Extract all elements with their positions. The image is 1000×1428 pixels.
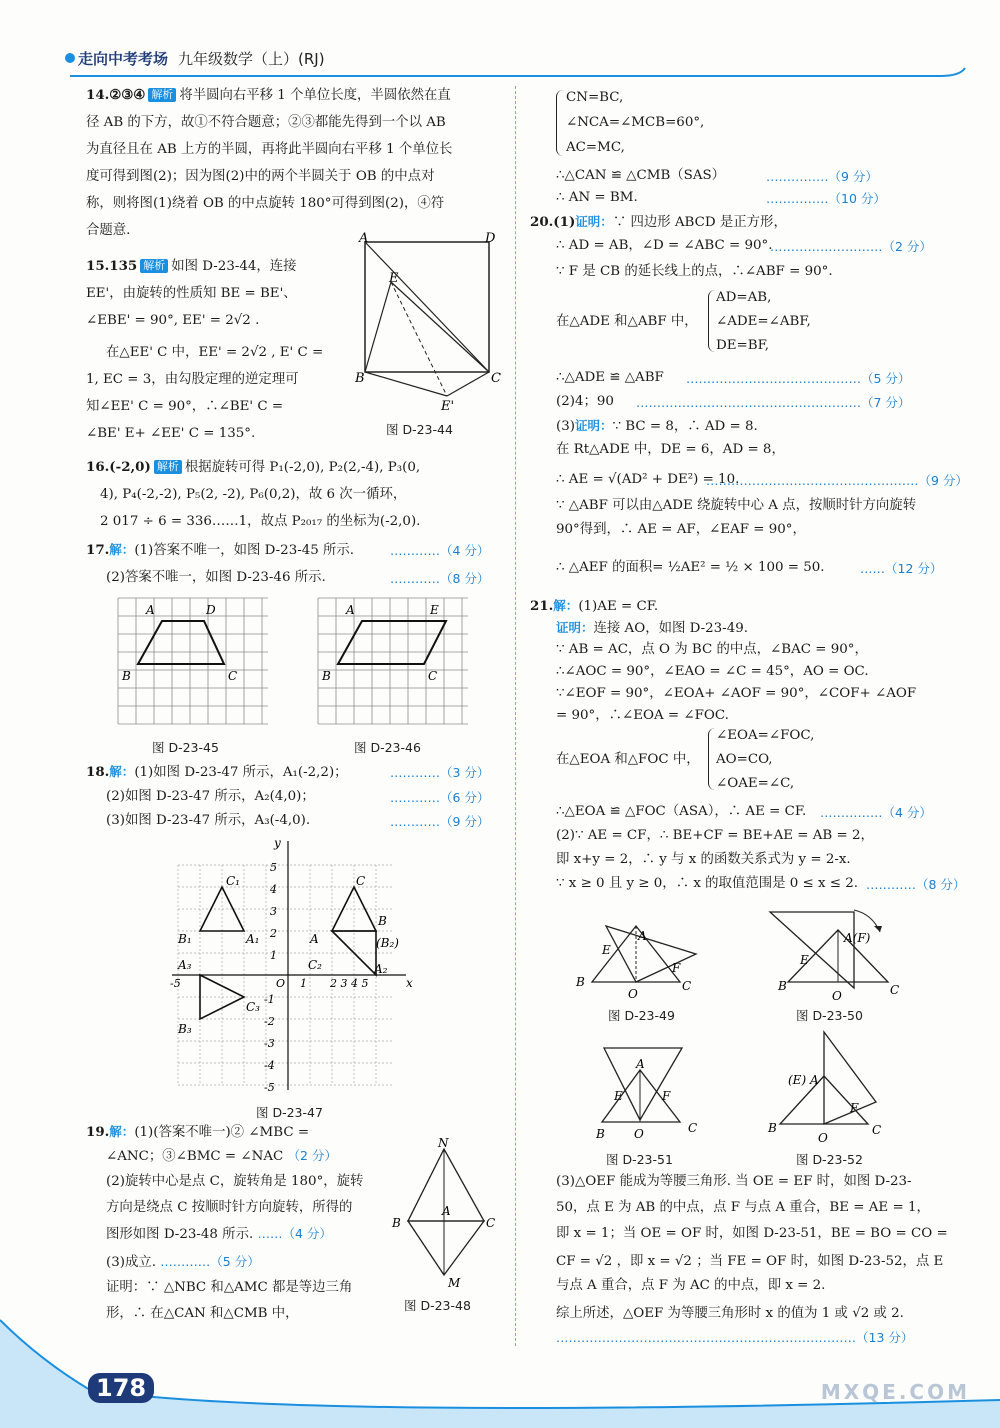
svg-text:2 3 4 5: 2 3 4 5 bbox=[330, 977, 369, 990]
svg-text:C: C bbox=[872, 1123, 882, 1137]
q20-score-9: ……………………………………………（9 分） bbox=[706, 473, 968, 488]
q20-line-3: ∵ F 是 CB 的延长线上的点，∴∠ABF = 90°. bbox=[556, 264, 833, 279]
q20-line-12: ∴ AE = √(AD² + DE²) = 10. bbox=[556, 472, 740, 487]
q17-score-2: …………（8 分） bbox=[390, 571, 490, 586]
svg-text:3: 3 bbox=[270, 905, 277, 918]
svg-text:C: C bbox=[688, 1121, 698, 1135]
q20-line-7: DE=BF, bbox=[716, 338, 770, 353]
q17-line-2: (2)答案不唯一，如图 D-23-46 所示. bbox=[106, 570, 326, 585]
svg-text:C: C bbox=[428, 669, 438, 683]
q21-3-line-2: 50，点 E 为 AB 的中点，点 F 与点 A 重合，BE = AE = 1， bbox=[556, 1200, 930, 1215]
q20-score-2: ………………………（2 分） bbox=[770, 239, 932, 254]
q21-3-line-3: 即 x = 1；当 OE = OF 时，如图 D-23-51，BE = BO = CO = bbox=[556, 1226, 948, 1241]
q18-score-3: …………（9 分） bbox=[390, 814, 490, 829]
q20-line-10: (3)证明：∵ BC = 8，∴ AD = 8. bbox=[556, 418, 758, 434]
svg-text:A(F): A(F) bbox=[844, 931, 871, 945]
q19c-line-2: ∠NCA=∠MCB=60°, bbox=[566, 115, 705, 130]
book-subtitle: 九年级数学（上）(RJ) bbox=[178, 50, 325, 68]
q20-line-14: 90°得到，∴ AE = AF，∠EAF = 90°， bbox=[556, 522, 806, 537]
q17-line-1: 17.解：(1)答案不唯一，如图 D-23-45 所示. bbox=[86, 542, 355, 558]
caption-d-23-51: 图 D-23-51 bbox=[606, 1152, 673, 1167]
svg-text:D: D bbox=[485, 231, 496, 246]
q19-line-5: 图形如图 D-23-48 所示. ……（4 分） bbox=[106, 1226, 332, 1242]
q19c-line-5: ∴ AN = BM. bbox=[556, 190, 638, 205]
q17-score-1: …………（4 分） bbox=[390, 543, 490, 558]
q19-line-8: 形，∴ 在△CAN 和△CMB 中， bbox=[106, 1306, 299, 1321]
q19c-score-9: ……………（9 分） bbox=[766, 169, 878, 184]
caption-d-23-45: 图 D-23-45 bbox=[152, 740, 219, 755]
svg-text:O: O bbox=[818, 1131, 828, 1145]
svg-text:N: N bbox=[438, 1136, 449, 1150]
svg-text:B₃: B₃ bbox=[178, 1022, 192, 1036]
figure-d-23-49 bbox=[574, 904, 714, 1004]
svg-text:-5: -5 bbox=[170, 977, 181, 990]
svg-text:-4: -4 bbox=[264, 1059, 275, 1072]
q18-score-1: …………（3 分） bbox=[390, 765, 490, 780]
q16-line-1: 16.(-2,0) 解析 根据旋转可得 P₁(-2,0), P₂(2,-4), P₃(0, bbox=[86, 459, 421, 475]
svg-text:1: 1 bbox=[300, 977, 307, 990]
svg-text:C: C bbox=[486, 1216, 496, 1230]
caption-d-23-44: 图 D-23-44 bbox=[386, 422, 453, 437]
q19-line-4: 方向是绕点 C 按顺时针方向旋转，所得的 bbox=[106, 1200, 353, 1215]
svg-text:E: E bbox=[389, 271, 399, 286]
svg-text:B: B bbox=[322, 669, 331, 683]
q21-line-3: ∵ AB = AC，点 O 为 BC 的中点，∠BAC = 90°， bbox=[556, 642, 868, 657]
q20-line-5: 在△ADE 和△ABF 中， bbox=[556, 314, 698, 329]
book-title: 走向中考考场 九年级数学（上）(RJ) bbox=[78, 50, 325, 68]
svg-text:B: B bbox=[596, 1127, 605, 1141]
q20-line-1: 20.(1)证明：∵ 四边形 ABCD 是正方形， bbox=[530, 214, 787, 230]
figure-d-23-47 bbox=[170, 835, 430, 1105]
svg-text:E': E' bbox=[441, 399, 455, 414]
svg-text:F: F bbox=[672, 961, 681, 975]
svg-text:C: C bbox=[491, 371, 501, 386]
q21-line-13: 即 x+y = 2，∴ y 与 x 的函数关系式为 y = 2-x. bbox=[556, 852, 851, 867]
q19-line-2: ∠ANC；③∠BMC = ∠NAC （2 分） bbox=[106, 1148, 337, 1164]
caption-d-23-46: 图 D-23-46 bbox=[354, 740, 421, 755]
svg-text:E: E bbox=[430, 603, 439, 617]
q21-line-1: 21.解：(1)AE = CF. bbox=[530, 598, 659, 614]
q14-line-5: 称，则将图(1)绕着 OB 的中点旋转 180°可得到图(2)，④符 bbox=[86, 196, 445, 211]
q21-line-8: 在△EOA 和△FOC 中， bbox=[556, 752, 700, 767]
brace-q19 bbox=[556, 90, 563, 156]
figure-d-23-45 bbox=[116, 596, 276, 736]
q20-line-13: ∵ △ABF 可以由△ADE 绕旋转中心 A 点，按顺时针方向旋转 bbox=[556, 498, 917, 513]
q14-line-4: 度可得到图(2)；因为图(2)中的两个半圆关于 OB 的中点对 bbox=[86, 169, 435, 184]
caption-d-23-49: 图 D-23-49 bbox=[608, 1008, 675, 1023]
svg-text:O: O bbox=[832, 989, 842, 1003]
q21-3-line-6: 综上所述，△OEF 为等腰三角形时 x 的值为 1 或 √2 或 2. bbox=[556, 1306, 904, 1321]
svg-text:-5: -5 bbox=[264, 1081, 275, 1094]
q14-line-1: 14.②③④ 解析 将半圆向右平移 1 个单位长度，半圆依然在直 bbox=[86, 87, 451, 103]
q15-line-7: ∠BE' E+ ∠EE' C = 135°. bbox=[86, 426, 256, 441]
q16-line-2: 4), P₄(-2,-2), P₅(2, -2), P₆(0,2)，故 6 次一循环， bbox=[100, 487, 407, 502]
svg-text:B₁: B₁ bbox=[178, 932, 192, 946]
svg-text:B: B bbox=[378, 914, 387, 928]
q15-line-5: 1, EC = 3，由勾股定理的逆定理可 bbox=[86, 372, 299, 387]
svg-text:A: A bbox=[636, 1057, 645, 1071]
q20-line-9: (2)4；90 bbox=[556, 394, 614, 409]
svg-text:A: A bbox=[638, 929, 647, 943]
svg-text:-3: -3 bbox=[264, 1037, 275, 1050]
q20-score-5: ……………………………………（5 分） bbox=[686, 371, 911, 386]
q21-3-line-1: (3)△OEF 能成为等腰三角形. 当 OE = EF 时，如图 D-23- bbox=[556, 1174, 912, 1189]
svg-text:O: O bbox=[628, 987, 638, 1001]
svg-text:C: C bbox=[356, 874, 366, 888]
q15-line-6: 知∠EE' C = 90°，∴∠BE' C = bbox=[86, 399, 284, 414]
q18-line-1: 18.解：(1)如图 D-23-47 所示，A₁(-2,2)； bbox=[86, 764, 348, 780]
caption-d-23-47: 图 D-23-47 bbox=[256, 1105, 323, 1120]
caption-d-23-48: 图 D-23-48 bbox=[404, 1298, 471, 1313]
q18-line-3: (3)如图 D-23-47 所示，A₃(-4,0). bbox=[106, 813, 311, 828]
q21-line-5: ∵∠EOF = 90°，∠EOA+ ∠AOF = 90°，∠COF+ ∠AOF bbox=[556, 686, 917, 701]
q21-line-14: ∵ x ≥ 0 且 y ≥ 0，∴ x 的取值范围是 0 ≤ x ≤ 2. bbox=[556, 876, 859, 891]
q20-line-4: AD=AB, bbox=[716, 290, 772, 305]
q21-score-4: ……………（4 分） bbox=[820, 805, 932, 820]
svg-text:C: C bbox=[682, 979, 692, 993]
analysis-tag: 解析 bbox=[148, 88, 176, 102]
svg-text:4: 4 bbox=[270, 883, 277, 896]
q15-line-4: 在△EE' C 中，EE' = 2√2 , E' C = bbox=[106, 345, 324, 360]
q21-line-2: 证明：连接 AO，如图 D-23-49. bbox=[556, 620, 748, 636]
q19c-line-1: CN=BC, bbox=[566, 90, 624, 105]
svg-text:E: E bbox=[800, 953, 809, 967]
svg-text:B: B bbox=[576, 975, 585, 989]
q18-line-2: (2)如图 D-23-47 所示，A₂(4,0)； bbox=[106, 789, 315, 804]
page-number: 178 bbox=[88, 1373, 154, 1403]
svg-text:1: 1 bbox=[270, 949, 277, 962]
q19-line-6: (3)成立. …………（5 分） bbox=[106, 1254, 260, 1270]
svg-text:B: B bbox=[768, 1121, 777, 1135]
svg-text:C: C bbox=[228, 669, 238, 683]
q21-line-7: ∠EOA=∠FOC, bbox=[716, 728, 815, 743]
q21-line-9: AO=CO, bbox=[716, 752, 773, 767]
figure-d-23-52 bbox=[766, 1026, 906, 1146]
q21-3-line-5: 与点 A 重合，点 F 为 AC 的中点，即 x = 2. bbox=[556, 1278, 826, 1293]
svg-text:x: x bbox=[406, 976, 413, 990]
q21-line-12: (2)∵ AE = CF，∴ BE+CF = BE+AE = AB = 2， bbox=[556, 828, 874, 843]
q18-score-2: …………（6 分） bbox=[390, 790, 490, 805]
svg-text:y: y bbox=[274, 836, 281, 850]
q20-line-8: ∴△ADE ≌ △ABF bbox=[556, 370, 664, 385]
q19-line-3: (2)旋转中心是点 C，旋转角是 180°，旋转 bbox=[106, 1174, 364, 1189]
brace-q20 bbox=[708, 290, 715, 352]
figure-d-23-44 bbox=[355, 230, 515, 430]
q19c-line-4: ∴△CAN ≌ △CMB（SAS） bbox=[556, 168, 726, 183]
svg-text:A: A bbox=[442, 1204, 451, 1218]
svg-text:C: C bbox=[890, 983, 900, 997]
svg-text:(E) A: (E) A bbox=[788, 1073, 819, 1087]
q19-line-1: 19.解：(1)(答案不唯一)② ∠MBC = bbox=[86, 1124, 310, 1140]
svg-text:O: O bbox=[634, 1127, 644, 1141]
brace-q21 bbox=[708, 728, 715, 790]
q20-score-12: ……（12 分） bbox=[860, 561, 943, 576]
caption-d-23-50: 图 D-23-50 bbox=[796, 1008, 863, 1023]
q21-3-line-4: CF = √2 ，即 x = √2 ；当 FE = OF 时，如图 D-23-52，点 E bbox=[556, 1254, 944, 1269]
svg-text:C₃: C₃ bbox=[246, 1000, 260, 1014]
q20-score-7: ………………………………………………（7 分） bbox=[636, 395, 911, 410]
svg-text:(B₂): (B₂) bbox=[376, 936, 399, 950]
svg-text:E: E bbox=[602, 943, 611, 957]
q20-line-6: ∠ADE=∠ABF, bbox=[716, 314, 811, 329]
q19-line-7: 证明：∵ △NBC 和△AMC 都是等边三角 bbox=[106, 1280, 353, 1295]
svg-text:D: D bbox=[206, 603, 216, 617]
svg-text:B: B bbox=[392, 1216, 401, 1230]
svg-text:E: E bbox=[614, 1089, 623, 1103]
q14-line-3: 为直径且在 AB 上方的半圆，再将此半圆向右平移 1 个单位长 bbox=[86, 142, 453, 157]
svg-text:A: A bbox=[359, 231, 369, 246]
svg-text:O: O bbox=[276, 977, 286, 990]
q20-line-15: ∴ △AEF 的面积= ½AE² = ½ × 100 = 50. bbox=[556, 560, 825, 575]
figure-d-23-48 bbox=[388, 1135, 508, 1295]
svg-text:A: A bbox=[346, 603, 355, 617]
figure-d-23-51 bbox=[592, 1040, 712, 1150]
svg-text:A₁: A₁ bbox=[246, 932, 260, 946]
q19c-score-10: ……………（10 分） bbox=[766, 191, 886, 206]
svg-text:-2: -2 bbox=[264, 1015, 275, 1028]
q15-line-3: ∠EBE' = 90°, EE' = 2√2 . bbox=[86, 313, 260, 328]
q21-line-10: ∠OAE=∠C, bbox=[716, 776, 795, 791]
q20-line-11: 在 Rt△ADE 中，DE = 6，AD = 8， bbox=[556, 442, 785, 457]
q19c-line-3: AC=MC, bbox=[566, 140, 625, 155]
svg-text:F: F bbox=[850, 1101, 859, 1115]
svg-text:M: M bbox=[448, 1276, 461, 1290]
q14-line-6: 合题意. bbox=[86, 223, 131, 238]
q15-line-1: 15.135 解析 如图 D-23-44，连接 bbox=[86, 258, 297, 274]
footer-wave bbox=[0, 1300, 1000, 1428]
svg-text:A: A bbox=[146, 603, 155, 617]
svg-text:2: 2 bbox=[270, 927, 277, 940]
q15-line-2: EE'，由旋转的性质知 BE = BE'、 bbox=[86, 286, 297, 301]
q21-score-8: …………（8 分） bbox=[866, 877, 966, 892]
q21-line-4: ∴∠AOC = 90°，∠EAO = ∠C = 45°，AO = OC. bbox=[556, 664, 869, 679]
svg-text:A₃: A₃ bbox=[178, 958, 192, 972]
svg-text:F: F bbox=[662, 1089, 671, 1103]
watermark: MXQE.COM bbox=[820, 1380, 970, 1404]
column-divider bbox=[515, 86, 516, 1346]
q14-line-2: 径 AB 的下方，故①不符合题意；②③都能先得到一个以 AB bbox=[86, 115, 446, 130]
figure-d-23-50 bbox=[768, 904, 918, 1004]
q21-line-6: = 90°，∴∠EOA = ∠FOC. bbox=[556, 708, 729, 723]
svg-text:5: 5 bbox=[270, 861, 277, 874]
svg-text:C₁: C₁ bbox=[226, 874, 240, 888]
svg-text:A₂: A₂ bbox=[374, 962, 388, 976]
figure-d-23-46 bbox=[316, 596, 476, 736]
svg-text:B: B bbox=[778, 979, 787, 993]
caption-d-23-52: 图 D-23-52 bbox=[796, 1152, 863, 1167]
q21-line-11: ∴△EOA ≌ △FOC（ASA），∴ AE = CF. bbox=[556, 804, 807, 819]
svg-text:B: B bbox=[122, 669, 131, 683]
q21-score-13: ………………………………………………………………（13 分） bbox=[556, 1330, 914, 1345]
svg-text:-1: -1 bbox=[264, 993, 275, 1006]
svg-text:A: A bbox=[310, 932, 319, 946]
svg-text:C₂: C₂ bbox=[308, 958, 322, 972]
q20-line-2: ∴ AD = AB，∠D = ∠ABC = 90°. bbox=[556, 238, 773, 253]
q16-line-3: 2 017 ÷ 6 = 336……1，故点 P₂₀₁₇ 的坐标为(-2,0). bbox=[100, 514, 421, 529]
svg-text:B: B bbox=[355, 371, 365, 386]
